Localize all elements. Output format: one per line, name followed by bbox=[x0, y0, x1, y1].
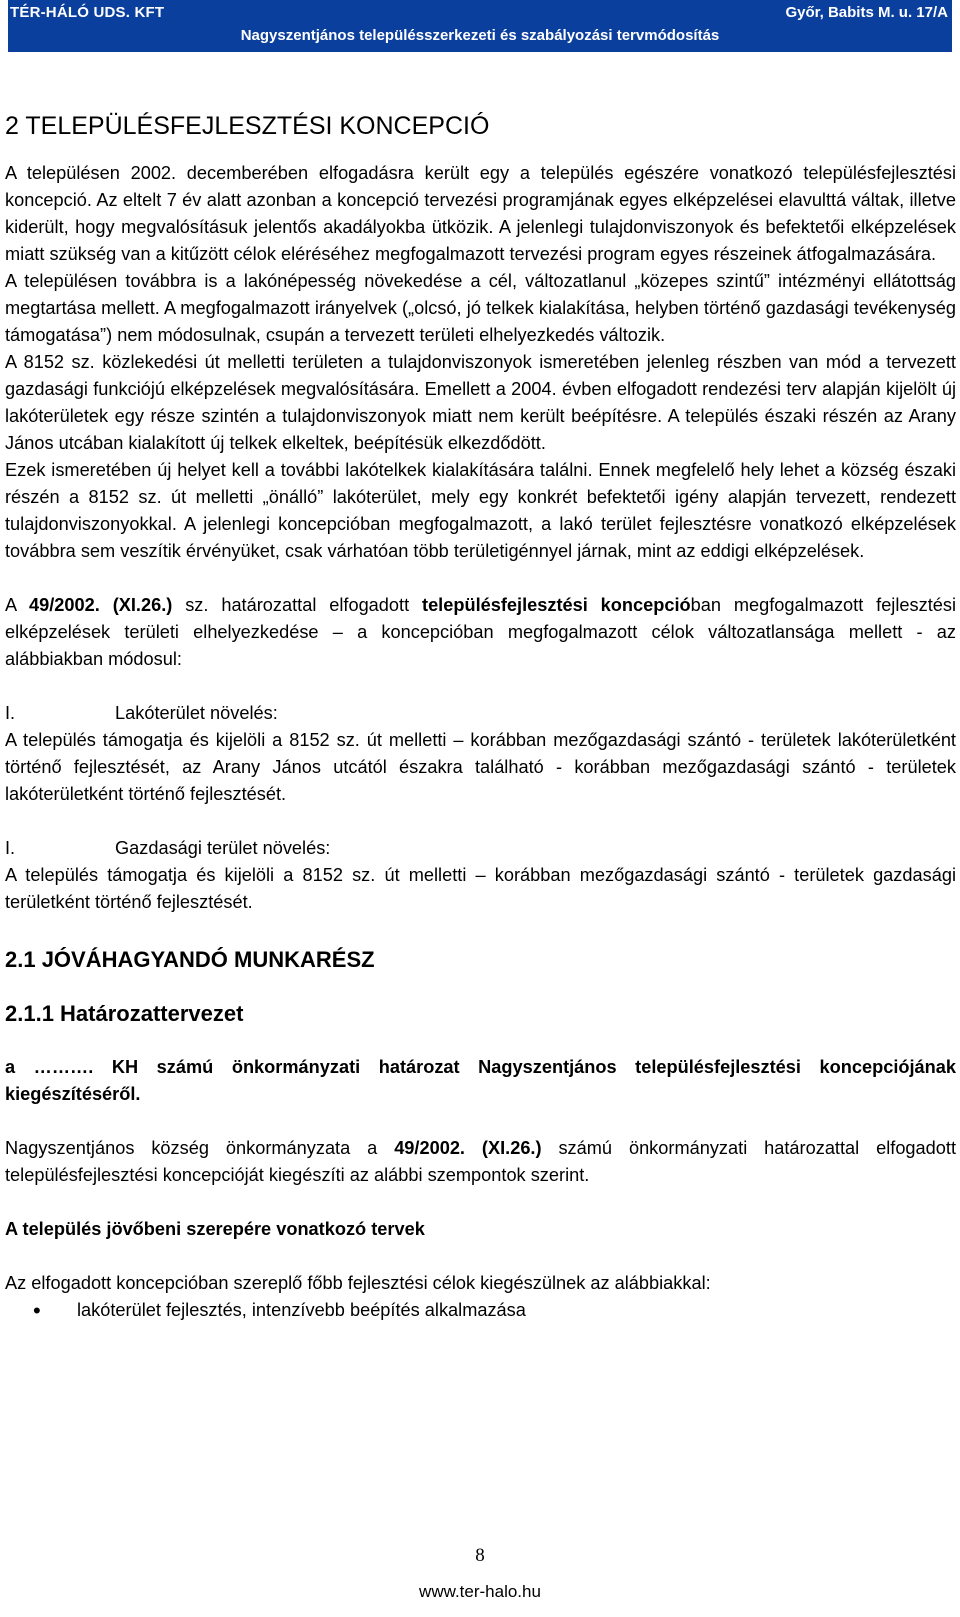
item-2-heading: I. Gazdasági terület növelés: bbox=[5, 838, 331, 858]
footer-url: www.ter-halo.hu bbox=[419, 1582, 541, 1601]
paragraph-4: Ezek ismeretében új helyet kell a további lakótelkek kialakítására találni. Ennek megfelelő hely lehet a község északi részén a 8152 sz. út melletti „önálló” lakóterület, mely egy konkrét befektetői igény alapján tervezett, rendezett tulajdonviszonyokkal. A jelenlegi koncepcióban megfogalmazott, a lakó terület fejlesztésre vonatkozó elképzelések továbbra sem veszítik érvényüket, csak várhatóan több területigénnyel járnak, mint az eddigi elképzelések. bbox=[5, 460, 956, 561]
paragraph-2: A településen továbbra is a lakónépesség növekedése a cél, változatlanul „közepes szintű” intézményi ellátottság megtartása mellett. A megfogalmazott irányelvek („olcsó, jó telkek kialakítása, helyben történő gazdasági tevékenység támogatása”) nem módosulnak, csupán a tervezett területi elhelyezkedés változik. bbox=[5, 271, 956, 345]
paragraph-5: A 49/2002. (XI.26.) sz. határozattal elfogadott településfejlesztési koncepcióban megfogalmazott fejlesztési elképzelések területi elhelyezkedése – a koncepcióban megfogalmazott célok változatlansága mellett - az alábbiakban módosul: bbox=[5, 595, 956, 669]
paragraph-6: Nagyszentjános község önkormányzata a 49/2002. (XI.26.) számú önkormányzati határozattal elfogadott településfejlesztési koncepcióját kiegészíti az alábbi szempontok szerint. bbox=[5, 1138, 957, 1185]
item-1-text: A település támogatja és kijelöli a 8152 sz. út melletti – korábban mezőgazdasági szántó - területek lakóterületként történő fejlesztését, az Arany János utcától északra található - korábban mezőgazdasági szántó - területek lakóterületként történő fejlesztését. bbox=[5, 730, 956, 804]
list-item: • lakóterület fejlesztés, intenzívebb beépítés alkalmazása bbox=[5, 1297, 956, 1324]
paragraph-1: A településen 2002. decemberében elfogadásra került egy a település egészére vonatkozó településfejlesztési koncepció. Az eltelt 7 év alatt azonban a koncepció tervezési programjának egyes elképzelései elavulttá váltak, illetve kiderült, hogy megvalósításuk jelentős akadályokba ütközik. A jelenlegi tulajdonviszonyok és befektetői elképzelések miatt szükség van a kitűzött célok eléréséhez megfogalmazott tervezési program egyes részeinek átfogalmazására. bbox=[5, 163, 956, 264]
document-subtitle: Nagyszentjános településszerkezeti és szabályozási tervmódosítás bbox=[240, 27, 720, 44]
resolution-title: a ………. KH számú önkormányzati határozat Nagyszentjános településfejlesztési koncepciójának kiegészítéséről. bbox=[5, 1057, 956, 1104]
page-header bbox=[8, 0, 952, 52]
item-1-heading: I. Lakóterület növelés: bbox=[5, 703, 278, 723]
heading-2-1-1: 2.1.1 Határozattervezet bbox=[5, 1001, 244, 1026]
item-2-text: A település támogatja és kijelöli a 8152 sz. út melletti – korábban mezőgazdasági szántó - területek gazdasági területként történő fejlesztését. bbox=[5, 865, 956, 912]
company-address: Győr, Babits M. u. 17/A bbox=[785, 4, 948, 21]
paragraph-3: A 8152 sz. közlekedési út melletti területen a tulajdonviszonyok ismeretében jelenleg részben van mód a tervezett gazdasági funkciójú elképzelések megvalósítására. Emellett a 2004. évben elfogadott rendezési terv alapján kijelölt új lakóterületek egy része szintén a tulajdonviszonyok miatt nem került beépítésre. A település északi részén az Arany János utcában kialakított új telkek elkeltek, beépítésük elkezdődött. bbox=[5, 352, 956, 453]
subheading: A település jövőbeni szerepére vonatkozó tervek bbox=[5, 1219, 425, 1239]
section-title: 2 TELEPÜLÉSFEJLESZTÉSI KONCEPCIÓ bbox=[5, 112, 490, 140]
company-name: TÉR-HÁLÓ UDS. KFT bbox=[10, 4, 165, 21]
heading-2-1: 2.1 JÓVÁHAGYANDÓ MUNKARÉSZ bbox=[5, 947, 375, 972]
bullet-list bbox=[5, 1297, 956, 1324]
page-number: 8 bbox=[475, 1545, 485, 1566]
document-body bbox=[5, 100, 956, 1324]
paragraph-7: Az elfogadott koncepcióban szereplő főbb fejlesztési célok kiegészülnek az alábbiakkal: bbox=[5, 1273, 711, 1293]
